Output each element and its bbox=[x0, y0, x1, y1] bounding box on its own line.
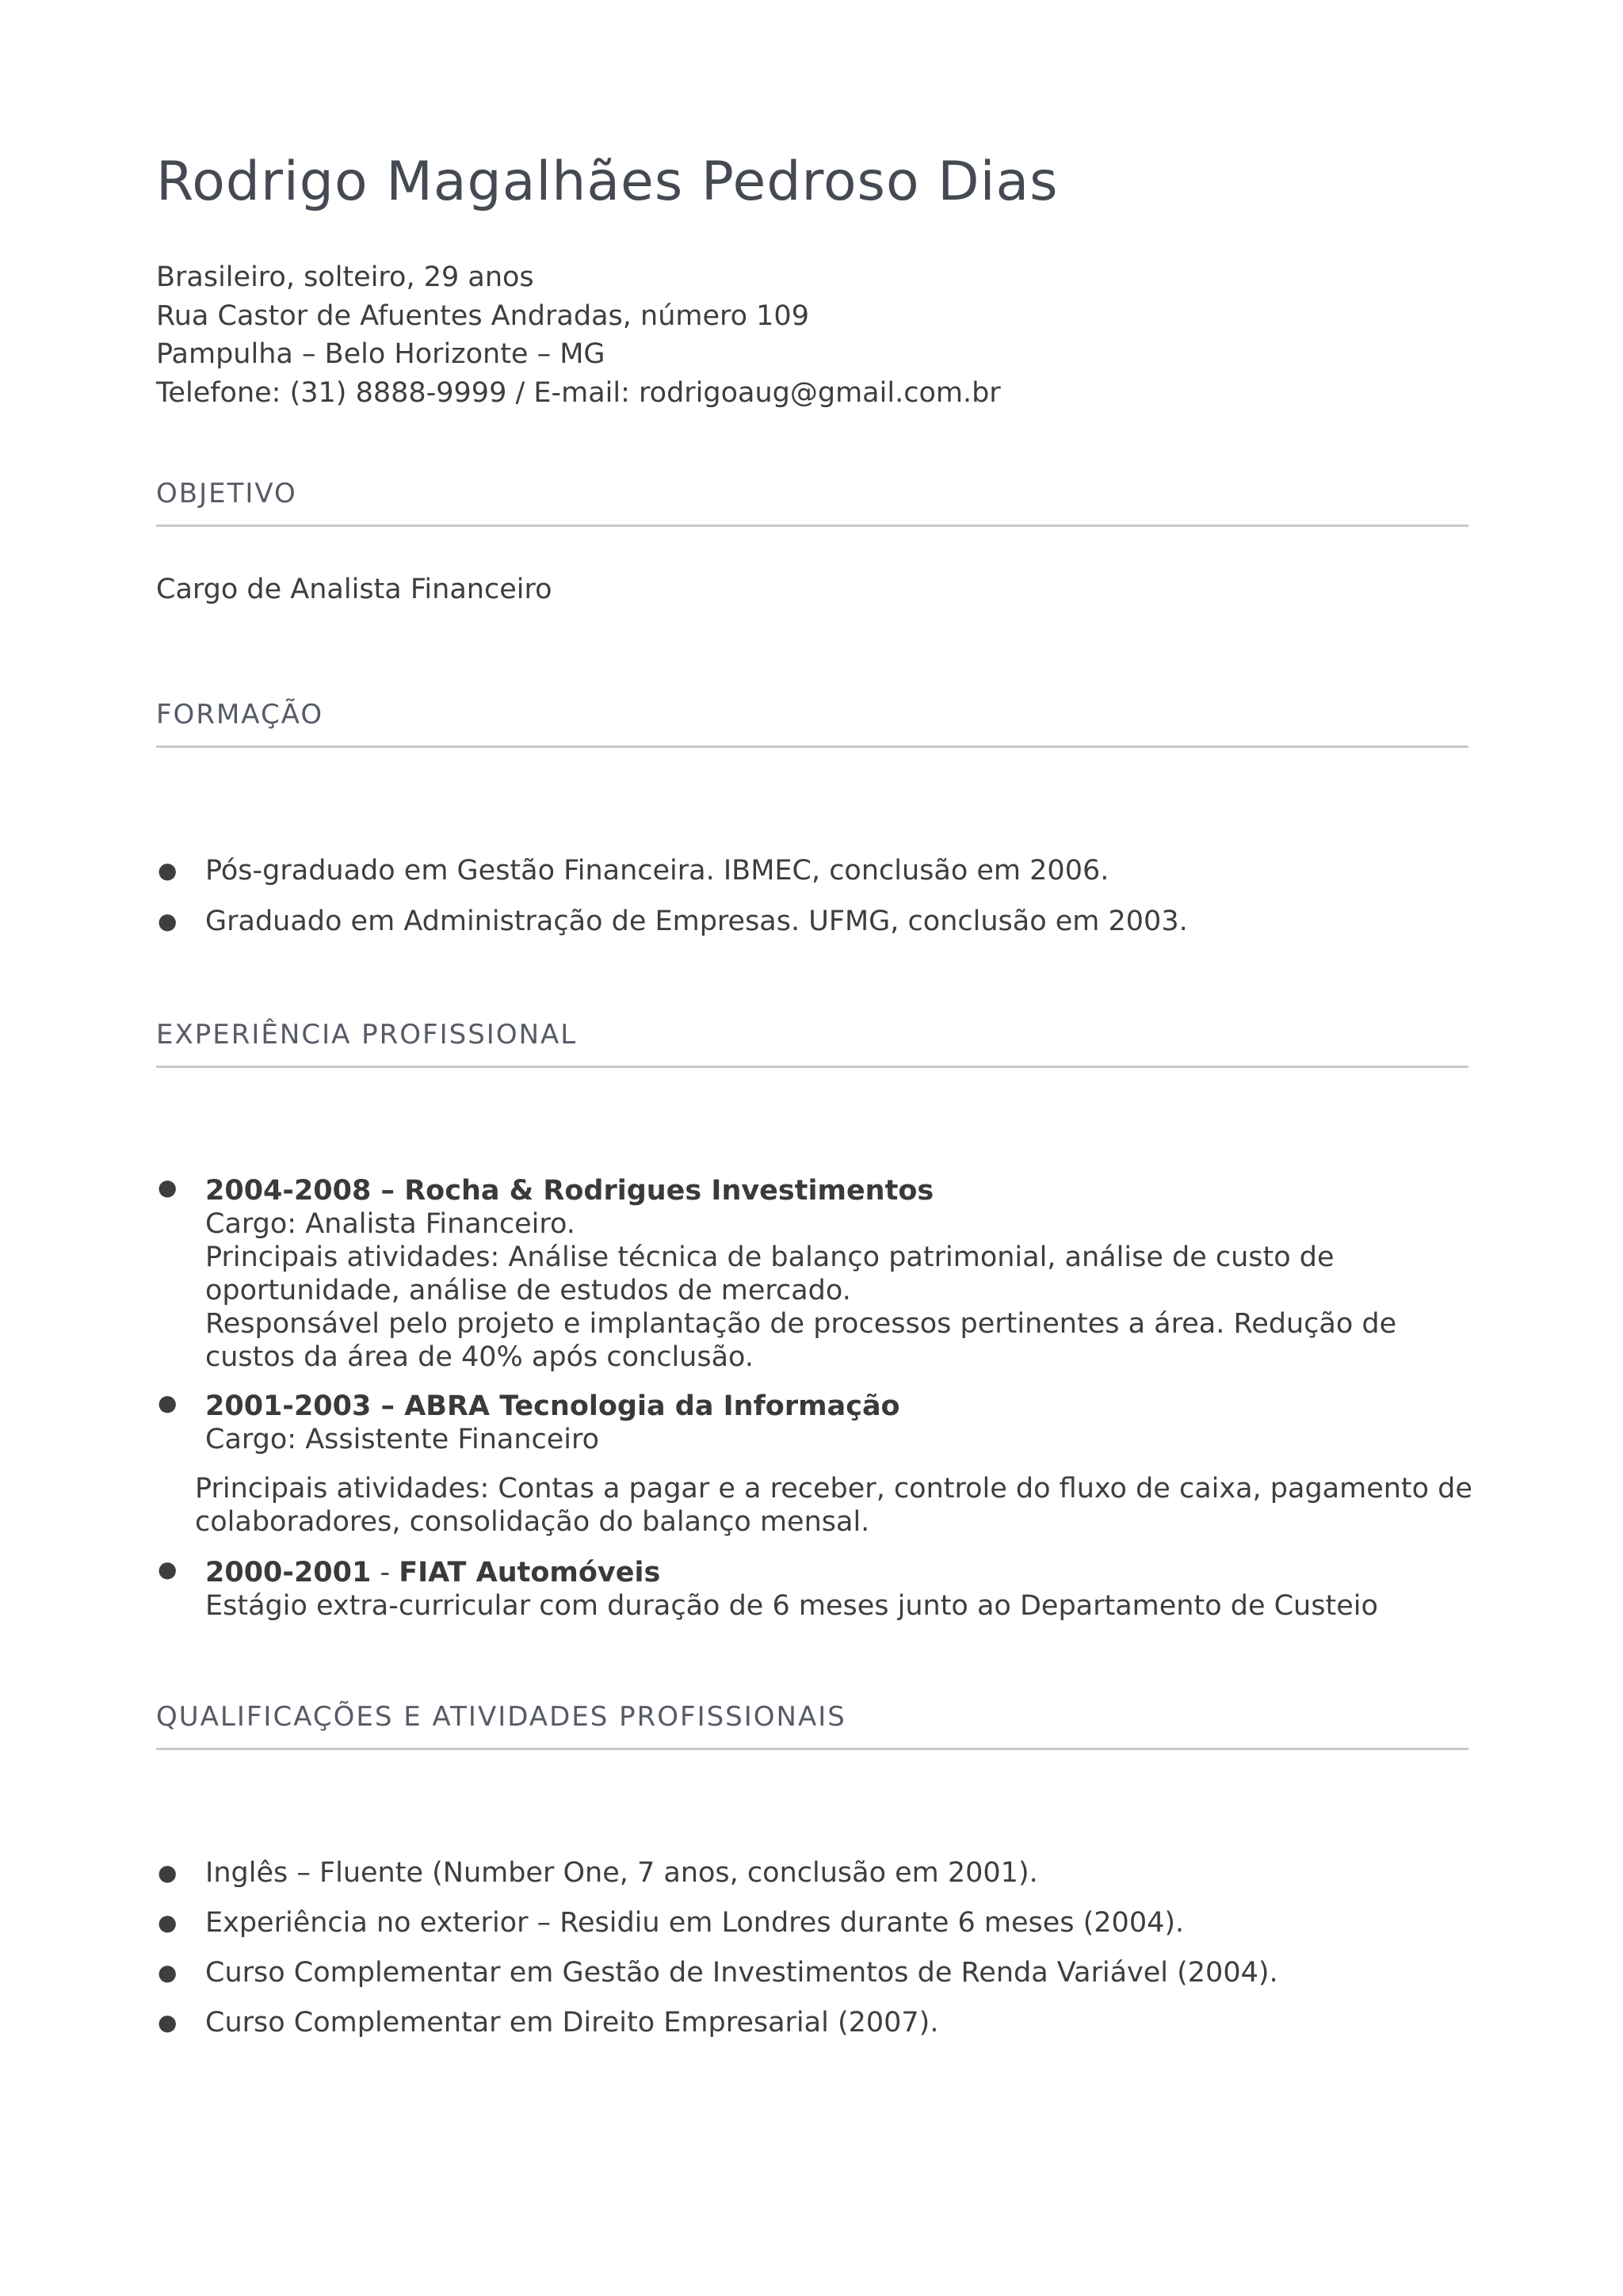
list-item bbox=[156, 905, 1503, 938]
job-entry bbox=[156, 1390, 1503, 1539]
bullet-icon: ● bbox=[158, 1959, 178, 1985]
job-title: 2004-2008 – Rocha & Rodrigues Investimentos bbox=[205, 1175, 934, 1207]
job-line: Principais atividades: Análise técnica de balanço patrimonial, análise de custo de bbox=[205, 1241, 1335, 1273]
list-item-text: Graduado em Administração de Empresas. UFMG, conclusão em 2003. bbox=[205, 906, 1188, 937]
bullet-icon: ● bbox=[158, 2009, 178, 2035]
section-heading-objetivo: OBJETIVO bbox=[156, 480, 1468, 527]
bullet-icon: ● bbox=[158, 908, 178, 934]
section-heading-formacao: FORMAÇÃO bbox=[156, 701, 1468, 748]
list-item bbox=[156, 1906, 1503, 1939]
address-city: Pampulha – Belo Horizonte – MG bbox=[156, 338, 605, 370]
job-line: Estágio extra-curricular com duração de 6 meses junto ao Departamento de Custeio bbox=[205, 1590, 1378, 1622]
bullet-icon: ● bbox=[158, 1859, 178, 1886]
job-years: 2000-2001 bbox=[205, 1557, 372, 1589]
list-item-text: Inglês – Fluente (Number One, 7 anos, conclusão em 2001). bbox=[205, 1857, 1038, 1889]
list-item bbox=[156, 854, 1503, 887]
personal-info: Brasileiro, solteiro, 29 anos bbox=[156, 261, 534, 293]
job-line: Principais atividades: Contas a pagar e a receber, controle do fluxo de caixa, pagamento de bbox=[195, 1473, 1472, 1505]
list-item bbox=[156, 1856, 1503, 1890]
job-line: oportunidade, análise de estudos de mercado. bbox=[205, 1275, 851, 1306]
address-street: Rua Castor de Afuentes Andradas, número 109 bbox=[156, 299, 809, 332]
contact-block bbox=[156, 258, 1001, 412]
formacao-list bbox=[156, 854, 1503, 938]
section-heading-experiencia: EXPERIÊNCIA PROFISSIONAL bbox=[156, 1021, 1468, 1068]
bullet-icon: ● bbox=[158, 1174, 178, 1200]
list-item bbox=[156, 1956, 1503, 1989]
job-line: Responsável pelo projeto e implantação de processos pertinentes a área. Redução de bbox=[205, 1308, 1397, 1340]
candidate-name: Rodrigo Magalhães Pedroso Dias bbox=[156, 151, 1059, 213]
bullet-icon: ● bbox=[158, 1909, 178, 1936]
objetivo-text: Cargo de Analista Financeiro bbox=[156, 574, 552, 605]
job-entry bbox=[156, 1174, 1503, 1374]
list-item bbox=[156, 2006, 1503, 2039]
list-item-text: Curso Complementar em Gestão de Investimentos de Renda Variável (2004). bbox=[205, 1957, 1278, 1989]
phone-email: Telefone: (31) 8888-9999 / E-mail: rodrigoaug@gmail.com.br bbox=[156, 376, 1001, 409]
job-title-separator: - bbox=[371, 1557, 399, 1589]
job-entry bbox=[156, 1556, 1503, 1623]
list-item-text: Curso Complementar em Direito Empresarial (2007). bbox=[205, 2007, 939, 2039]
bullet-icon: ● bbox=[158, 1556, 178, 1582]
qualificacoes-list bbox=[156, 1856, 1503, 2039]
job-title-line bbox=[205, 1556, 1503, 1589]
bullet-icon: ● bbox=[158, 1390, 178, 1416]
job-line: colaboradores, consolidação do balanço mensal. bbox=[195, 1506, 870, 1538]
bullet-icon: ● bbox=[158, 857, 178, 883]
job-line: Cargo: Analista Financeiro. bbox=[205, 1208, 575, 1240]
job-title: 2001-2003 – ABRA Tecnologia da Informação bbox=[205, 1390, 900, 1422]
job-line: Cargo: Assistente Financeiro bbox=[205, 1424, 600, 1455]
list-item-text: Experiência no exterior – Residiu em Londres durante 6 meses (2004). bbox=[205, 1907, 1185, 1939]
list-item-text: Pós-graduado em Gestão Financeira. IBMEC, conclusão em 2006. bbox=[205, 855, 1109, 887]
job-line: custos da área de 40% após conclusão. bbox=[205, 1341, 754, 1373]
section-heading-qualificacoes: QUALIFICAÇÕES E ATIVIDADES PROFISSIONAIS bbox=[156, 1703, 1468, 1750]
job-company: FIAT Automóveis bbox=[399, 1557, 661, 1589]
